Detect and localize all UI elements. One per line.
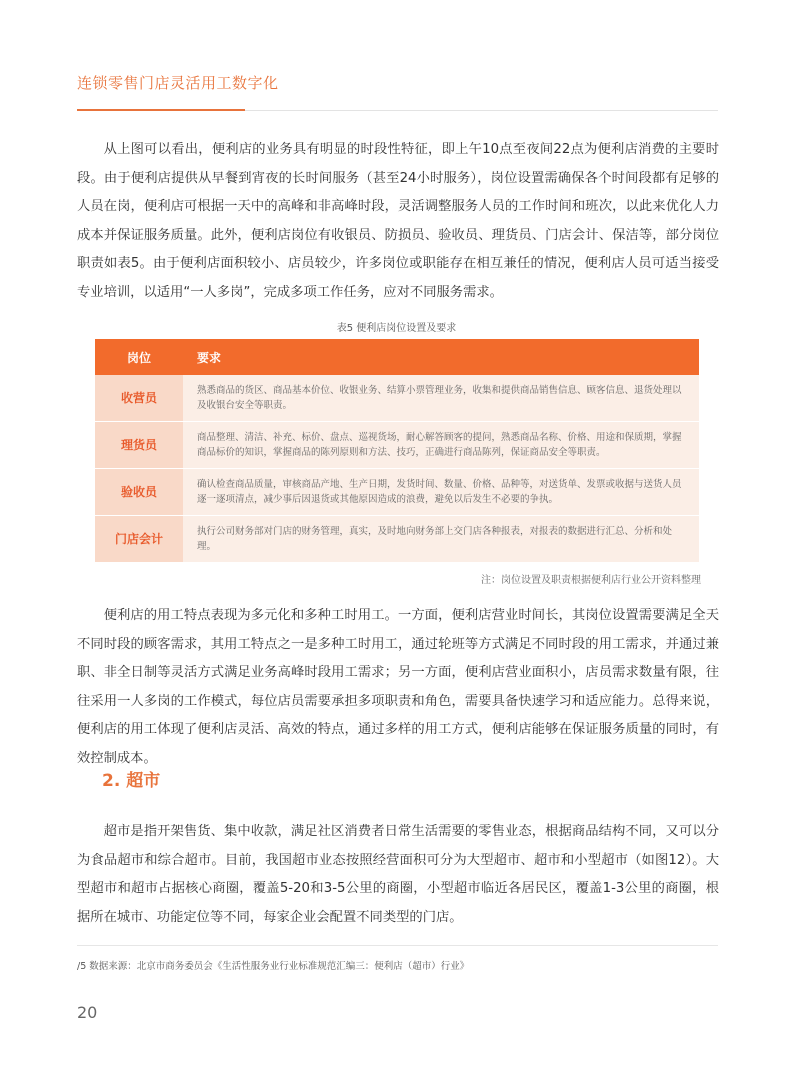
role-cell: 收营员 [95,375,183,422]
table-caption: 表5 便利店岗位设置及要求 [336,323,457,334]
requirement-cell: 商品整理、清洁、补充、标价、盘点、巡视货场，耐心解答顾客的提问，熟悉商品名称、价格、用途和保质期，掌握商品标价的知识，掌握商品的陈列原则和方法、技巧，正确进行商品陈列，保证商品安全等职责。 [183,422,699,469]
body-paragraph-3 [77,818,719,932]
table-row [95,469,699,516]
table-note: 注：岗位设置及职责根据便利店行业公开资料整理 [481,575,701,586]
section-heading: 2. 超市 [102,771,161,791]
requirement-cell: 确认检查商品质量，审核商品产地、生产日期，发货时间、数量、价格、品种等，对送货单、发票或收据与送货人员逐一逐项清点，减少事后因退货或其他原因造成的浪费，避免以后发生不必要的争执。 [183,469,699,516]
role-cell: 理货员 [95,422,183,469]
table-row [95,375,699,422]
role-cell: 门店会计 [95,516,183,563]
page-number: 20 [77,1003,98,1022]
requirement-cell: 熟悉商品的货区、商品基本价位、收银业务、结算小票管理业务，收集和提供商品销售信息、顾客信息、退货处理以及收银台安全等职责。 [183,375,699,422]
table-header-row [95,339,699,375]
running-header-title: 连锁零售门店灵活用工数字化 [77,74,279,92]
roles-table [95,339,699,563]
role-cell: 验收员 [95,469,183,516]
header-accent-line [77,109,245,111]
paragraph-text: 从上图可以看出，便利店的业务具有明显的时段性特征，即上午10点至夜间22点为便利店消费的主要时段。由于便利店提供从早餐到宵夜的长时间服务（甚至24小时服务），岗位设置需确保各个时间段都有足够的人员在岗，便利店可根据一天中的高峰和非高峰时段，灵活调整服务人员的工作时间和班次，以此来优化人力成本并保证服务质量。此外，便利店岗位有收银员、防损员、验收员、理货员、门店会计、保洁等，部分岗位职责如表5。由于便利店面积较小、店员较少，许多岗位或职能存在相互兼任的情况，便利店人员可适当接受专业培训，以适用“一人多岗”，完成多项工作任务，应对不同服务需求。 [77,142,719,300]
column-header-role: 岗位 [95,339,183,375]
footnote-divider [77,945,718,946]
requirement-cell: 执行公司财务部对门店的财务管理，真实，及时地向财务部上交门店各种报表，对报表的数据进行汇总、分析和处理。 [183,516,699,563]
paragraph-text: 超市是指开架售货、集中收款，满足社区消费者日常生活需要的零售业态，根据商品结构不同，又可以分为食品超市和综合超市。目前，我国超市业态按照经营面积可分为大型超市、超市和小型超市（如图12）。大型超市和超市占据核心商圈，覆盖5-20和3-5公里的商圈，小型超市临近各居民区，覆盖1-3公里的商圈，根据所在城市、功能定位等不同，每家企业会配置不同类型的门店。 [77,824,719,925]
column-header-requirement: 要求 [183,339,699,375]
footnote: /5 数据来源：北京市商务委员会《生活性服务业行业标准规范汇编三：便利店（超市）行业》 [77,961,470,972]
body-paragraph-1 [77,136,719,308]
body-paragraph-2 [77,602,719,774]
table-row [95,516,699,563]
table-row [95,422,699,469]
paragraph-text: 便利店的用工特点表现为多元化和多种工时用工。一方面，便利店营业时间长，其岗位设置需要满足全天不同时段的顾客需求，其用工特点之一是多种工时用工，通过轮班等方式满足不同时段的用工需求，并通过兼职、非全日制等灵活方式满足业务高峰时段用工需求；另一方面，便利店营业面积小，店员需求数量有限，往往采用一人多岗的工作模式，每位店员需要承担多项职责和角色，需要具备快速学习和适应能力。总得来说，便利店的用工体现了便利店灵活、高效的特点，通过多样的用工方式，便利店能够在保证服务质量的同时，有效控制成本。 [77,608,719,766]
